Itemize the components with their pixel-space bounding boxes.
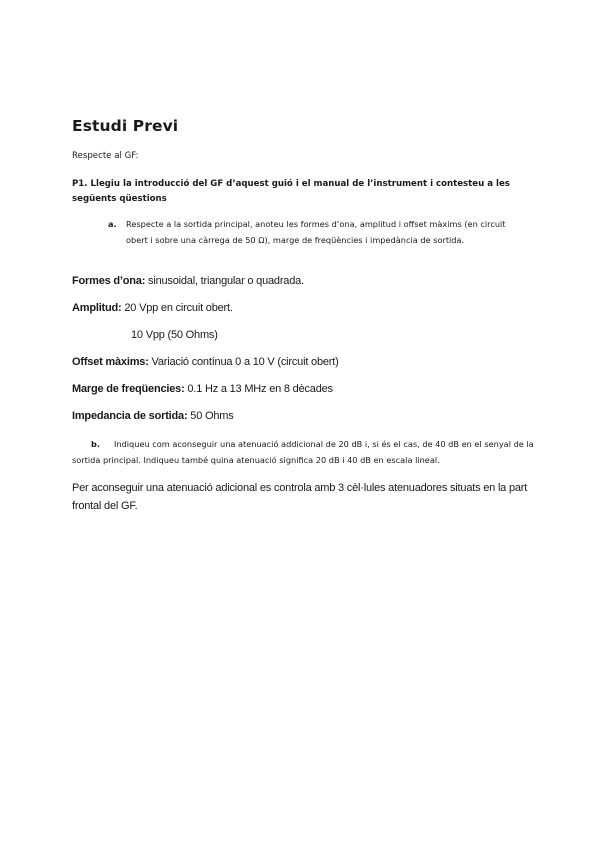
answer-amplitud — [72, 302, 233, 314]
item-b-marker: b. — [91, 439, 100, 449]
answer-marge-label: Marge de freqüencies: — [72, 383, 185, 395]
answer-marge-value: 0.1 Hz a 13 MHz en 8 dècades — [184, 383, 333, 395]
answer-offset — [72, 356, 339, 368]
question-item-a — [108, 217, 528, 248]
item-a-text: Respecte a la sortida principal, anoteu les formes d’ona, amplitud i offset màxims (en circuit obert i sobre una càrrega de 50 Ω), marge de freqüències i impedància de sortida. — [126, 219, 506, 245]
intro-text: Respecte al GF: — [72, 151, 139, 161]
question-item-b — [72, 436, 542, 468]
answer-amplitud-second — [131, 329, 218, 341]
answer-amplitud-value: 20 Vpp en circuit obert. — [121, 302, 233, 314]
answer-b-paragraph: Per aconseguir una atenuació adicional es controla amb 3 cèl·lules atenuadores situats en la part frontal del GF. — [72, 482, 528, 512]
answer-offset-label: Offset màxims: — [72, 356, 149, 368]
item-a-marker: a. — [108, 219, 117, 229]
answer-impedancia-value: 50 Ohms — [187, 410, 234, 422]
question-p1 — [72, 177, 542, 207]
answer-formes-value: sinusoidal, triangular o quadrada. — [145, 275, 304, 287]
answer-formes-label: Formes d’ona: — [72, 275, 146, 287]
answer-amplitud-second-value: 10 Vpp (50 Ohms) — [131, 329, 218, 341]
question-p1-text: P1. Llegiu la introducció del GF d’aquest guió i el manual de l’instrument i contesteu a les següents qüestions — [72, 179, 510, 204]
answer-impedancia-label: Impedancia de sortida: — [72, 410, 188, 422]
page-title: Estudi Previ — [72, 117, 179, 135]
item-b-text: Indiqueu com aconseguir una atenuació addicional de 20 dB i, si és el cas, de 40 dB en el senyal de la sortida principal. Indiqueu també quina atenuació significa 20 dB i 40 dB en escala lineal. — [72, 439, 534, 465]
answer-marge — [72, 383, 333, 395]
answer-offset-value: Variació contínua 0 a 10 V (circuit obert) — [148, 356, 339, 368]
answer-amplitud-label: Amplitud: — [72, 302, 122, 314]
answer-formes — [72, 275, 304, 287]
answer-impedancia — [72, 410, 234, 422]
